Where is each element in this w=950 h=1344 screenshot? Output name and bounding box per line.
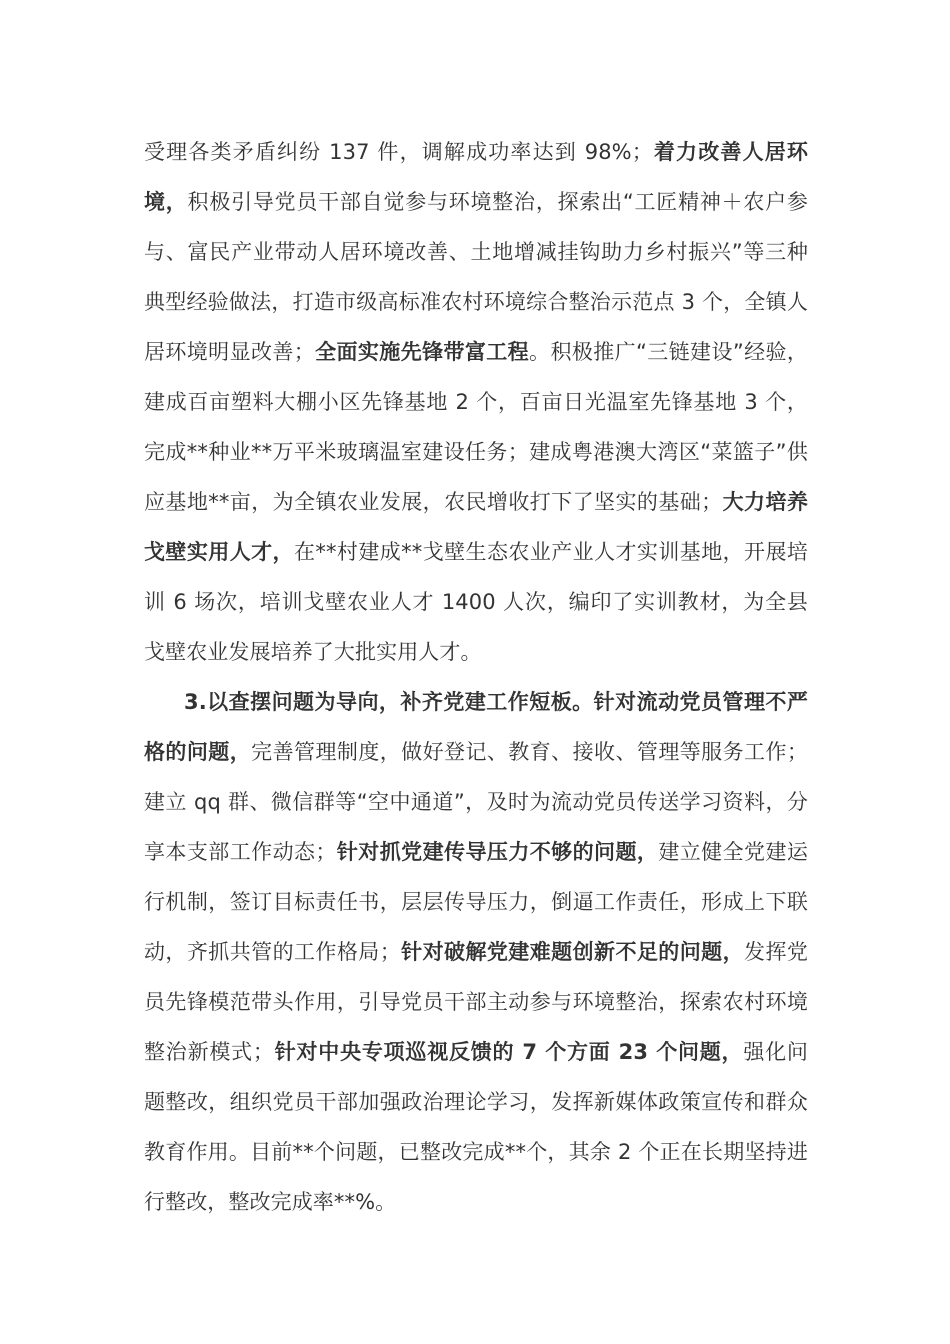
paragraph-2 [144, 677, 808, 1227]
bold-heading-segment: 针对中央专项巡视反馈的 7 个方面 23 个问题， [274, 1040, 744, 1064]
text-segment: 。积极推广“三链建设”经验，建成百亩塑料大棚小区先锋基地 2 个，百亩日光温室先锋基地 3 个，完成**种业**万平米玻璃温室建设任务；建成粤港澳大湾区“菜篮子”供应基地**亩，为全镇农业发展，农民增收打下了坚实的基础； [144, 340, 808, 514]
bold-heading-segment: 3.以查摆问题为导向，补齐党建工作短板。针对流动党员管理不严格的问题， [144, 690, 808, 764]
text-segment: 强化问题整改，组织党员干部加强政治理论学习，发挥新媒体政策宣传和群众教育作用。目前**个问题，已整改完成**个，其余 2 个正在长期坚持进行整改，整改完成率**%。 [144, 1040, 808, 1214]
text-segment: 发挥党员先锋模范带头作用，引导党员干部主动参与环境整治，探索农村环境整治新模式； [144, 940, 808, 1064]
text-segment: 积极引导党员干部自觉参与环境整治，探索出“工匠精神＋农户参与、富民产业带动人居环境改善、土地增减挂钩助力乡村振兴”等三种典型经验做法，打造市级高标准农村环境综合整治示范点 3 个，全镇人居环境明显改善； [144, 190, 809, 364]
paragraph-1 [144, 127, 808, 677]
bold-heading-segment: 针对破解党建难题创新不足的问题， [400, 940, 745, 964]
document-body [144, 127, 808, 1227]
text-segment: 建立健全党建运行机制，签订目标责任书，层层传导压力，倒逼工作责任，形成上下联动，齐抓共管的工作格局； [144, 840, 809, 964]
bold-heading-segment: 全面实施先锋带富工程 [314, 340, 530, 364]
bold-heading-segment: 大力培养戈壁实用人才， [144, 490, 808, 564]
text-segment: 完善管理制度，做好登记、教育、接收、管理等服务工作；建立 qq 群、微信群等“空中通道”，及时为流动党员传送学习资料，分享本支部工作动态； [144, 740, 808, 864]
bold-heading-segment: 着力改善人居环境， [144, 140, 808, 214]
text-segment: 在**村建成**戈壁生态农业产业人才实训基地，开展培训 6 场次，培训戈壁农业人才 1400 人次，编印了实训教材，为全县戈壁农业发展培养了大批实用人才。 [144, 540, 808, 664]
bold-heading-segment: 针对抓党建传导压力不够的问题， [336, 840, 659, 864]
text-segment: 受理各类矛盾纠纷 137 件，调解成功率达到 98%； [144, 140, 653, 164]
